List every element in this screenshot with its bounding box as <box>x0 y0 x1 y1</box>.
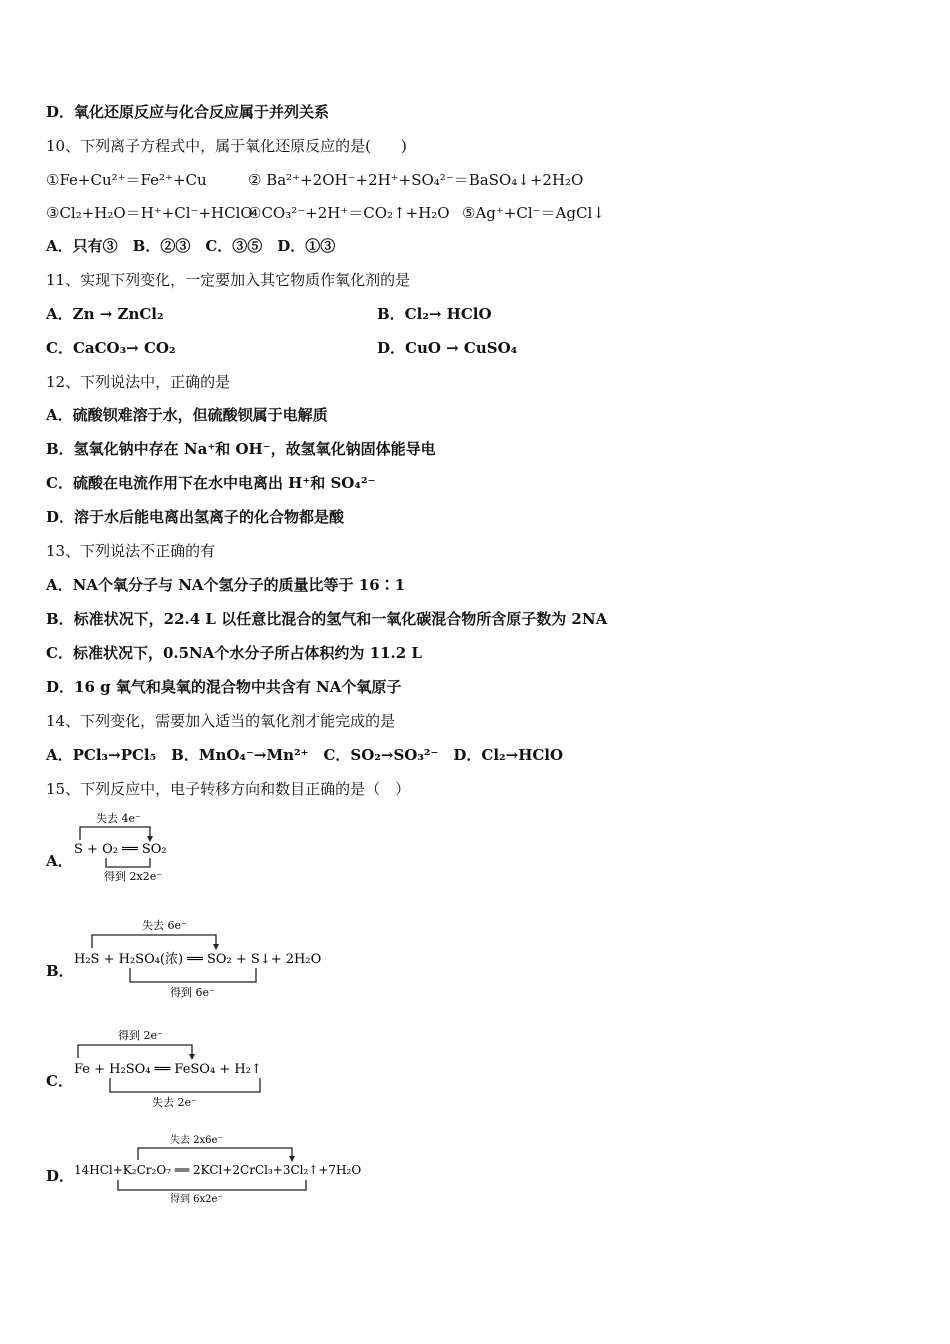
q11-option-b: B．Cl₂→ HClO <box>377 305 492 323</box>
q15-option-a-label: A． <box>46 852 73 870</box>
q15-diagram-c <box>74 1026 284 1112</box>
q13-option-a: A．NA个氧分子与 NA个氢分子的质量比等于 16∶1 <box>46 576 406 594</box>
q11-option-a: A．Zn → ZnCl₂ <box>46 305 164 323</box>
q11-stem: 11、实现下列变化，一定要加入其它物质作氧化剂的是 <box>46 271 411 289</box>
q10-eq1: ①Fe+Cu²⁺＝Fe²⁺+Cu <box>46 171 207 189</box>
q13-option-b: B．标准状况下，22.4 L 以任意比混合的氢气和一氧化碳混合物所含原子数为 2NA <box>46 610 608 628</box>
q15-b-eq: H₂S + H₂SO₄(浓) ══ SO₂ + S↓+ 2H₂O <box>74 952 322 967</box>
q15-diagram-b <box>74 916 324 1002</box>
q10-eq2: ② Ba²⁺+2OH⁻+2H⁺+SO₄²⁻＝BaSO₄↓+2H₂O <box>248 171 584 189</box>
q9-option-d: D．氧化还原反应与化合反应属于并列关系 <box>46 103 330 121</box>
q15-d-top: 失去 2x6e⁻ <box>170 1135 223 1146</box>
q15-option-b-label: B． <box>46 962 74 980</box>
q14-stem: 14、下列变化，需要加入适当的氧化剂才能完成的是 <box>46 712 396 730</box>
q15-option-c-label: C． <box>46 1072 73 1090</box>
q15-a-top: 失去 4e⁻ <box>96 812 141 825</box>
q14-options: A．PCl₃→PCl₅ B．MnO₄⁻→Mn²⁺ C．SO₂→SO₃²⁻ D．Cl₂→HClO <box>46 746 564 764</box>
q15-c-bottom: 失去 2e⁻ <box>152 1096 197 1109</box>
q13-option-c: C．标准状况下，0.5NA个水分子所占体积约为 11.2 L <box>46 644 422 662</box>
q13-option-d: D．16 g 氧气和臭氧的混合物中共含有 NA个氧原子 <box>46 678 402 696</box>
q15-c-eq: Fe + H₂SO₄ ══ FeSO₄ + H₂↑ <box>74 1062 262 1077</box>
q15-a-eq: S + O₂ ══ SO₂ <box>74 842 167 857</box>
q15-d-eq: 14HCl+K₂Cr₂O₇ ══ 2KCl+2CrCl₃+3Cl₂↑+7H₂O <box>74 1163 362 1177</box>
q10-options: A．只有③ B．②③ C．③⑤ D．①③ <box>46 237 336 255</box>
q10-eq4: ④CO₃²⁻+2H⁺＝CO₂↑+H₂O <box>248 204 450 222</box>
q12-option-b: B．氢氧化钠中存在 Na⁺和 OH⁻，故氢氧化钠固体能导电 <box>46 440 436 458</box>
q15-c-top: 得到 2e⁻ <box>118 1029 163 1042</box>
q12-option-c: C．硫酸在电流作用下在水中电离出 H⁺和 SO₄²⁻ <box>46 474 376 492</box>
q12-option-d: D．溶于水后能电离出氢离子的化合物都是酸 <box>46 508 345 526</box>
q15-stem: 15、下列反应中，电子转移方向和数目正确的是（ ） <box>46 780 411 798</box>
q10-stem: 10、下列离子方程式中，属于氧化还原反应的是( ) <box>46 137 407 155</box>
q15-b-top: 失去 6e⁻ <box>142 919 187 932</box>
q15-option-d-label: D． <box>46 1167 75 1185</box>
q15-b-bottom: 得到 6e⁻ <box>170 986 215 999</box>
q11-option-d: D．CuO → CuSO₄ <box>377 339 518 357</box>
q12-stem: 12、下列说法中，正确的是 <box>46 373 231 391</box>
q10-eq3: ③Cl₂+H₂O＝H⁺+Cl⁻+HClO <box>46 204 253 222</box>
q13-stem: 13、下列说法不正确的有 <box>46 542 216 560</box>
q15-diagram-a <box>74 810 214 886</box>
q11-option-c: C．CaCO₃→ CO₂ <box>46 339 176 357</box>
q15-diagram-d <box>74 1132 364 1208</box>
q15-d-bottom: 得到 6x2e⁻ <box>170 1194 223 1205</box>
q10-eq5: ⑤Ag⁺+Cl⁻＝AgCl↓ <box>462 204 605 222</box>
q12-option-a: A．硫酸钡难溶于水，但硫酸钡属于电解质 <box>46 406 328 424</box>
q15-a-bottom: 得到 2x2e⁻ <box>104 870 163 883</box>
